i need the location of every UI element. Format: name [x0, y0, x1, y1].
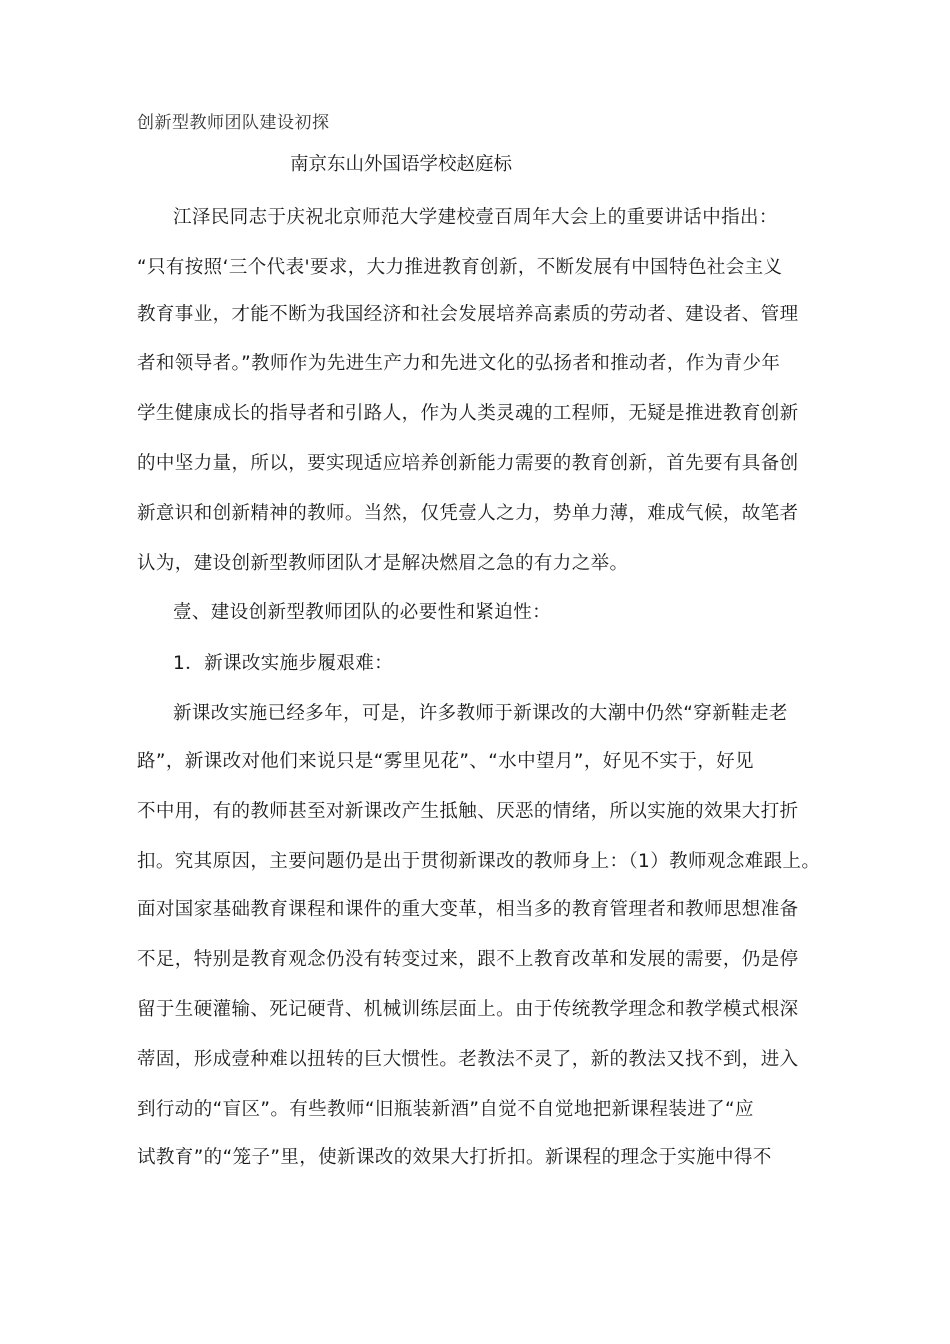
text-line: 江泽民同志于庆祝北京师范大学建校壹百周年大会上的重要讲话中指出：: [173, 207, 778, 228]
text-line: 扣。究其原因，主要问题仍是出于贯彻新课改的教师身上：（1）教师观念难跟上。: [137, 851, 821, 872]
text-line: “只有按照‘三个代表'要求，大力推进教育创新，不断发展有中国特色社会主义: [137, 257, 783, 278]
subsection-heading: 1．新课改实施步履艰难：: [173, 653, 394, 674]
text-line: 蒂固，形成壹种难以扭转的巨大惯性。老教法不灵了，新的教法又找不到，进入: [137, 1049, 799, 1070]
section-heading: 壹、建设创新型教师团队的必要性和紧迫性：: [173, 602, 552, 623]
text-line: 路”，新课改对他们来说只是“雾里见花”、“水中望月”，好见不实于，好见: [137, 751, 754, 772]
text-line: 者和领导者。”教师作为先进生产力和先进文化的弘扬者和推动者，作为青少年: [137, 353, 781, 374]
text-line: 的中坚力量，所以，要实现适应培养创新能力需要的教育创新，首先要有具备创: [137, 453, 799, 474]
text-line: 不中用，有的教师甚至对新课改产生抵触、厌恶的情绪，所以实施的效果大打折: [137, 801, 799, 822]
document-title: 创新型教师团队建设初探: [137, 113, 330, 133]
text-line: 试教育”的“笼子”里，使新课改的效果大打折扣。新课程的理念于实施中得不: [137, 1147, 772, 1168]
text-line: 学生健康成长的指导者和引路人，作为人类灵魂的工程师，无疑是推进教育创新: [137, 403, 799, 424]
text-line: 新课改实施已经多年，可是，许多教师于新课改的大潮中仍然“穿新鞋走老: [173, 703, 788, 724]
text-line: 认为，建设创新型教师团队才是解决燃眉之急的有力之举。: [137, 553, 629, 574]
text-line: 新意识和创新精神的教师。当然，仅凭壹人之力，势单力薄，难成气候，故笔者: [137, 503, 799, 524]
text-line: 面对国家基础教育课程和课件的重大变革，相当多的教育管理者和教师思想准备: [137, 899, 799, 920]
text-line: 不足，特别是教育观念仍没有转变过来，跟不上教育改革和发展的需要，仍是停: [137, 949, 799, 970]
text-line: 留于生硬灌输、死记硬背、机械训练层面上。由于传统教学理念和教学模式根深: [137, 999, 799, 1020]
author-line: 南京东山外国语学校赵庭标: [290, 154, 513, 175]
text-line: 到行动的“盲区”。有些教师“旧瓶装新酒”自觉不自觉地把新课程装进了“应: [137, 1099, 754, 1120]
text-line: 教育事业，才能不断为我国经济和社会发展培养高素质的劳动者、建设者、管理: [137, 304, 799, 325]
